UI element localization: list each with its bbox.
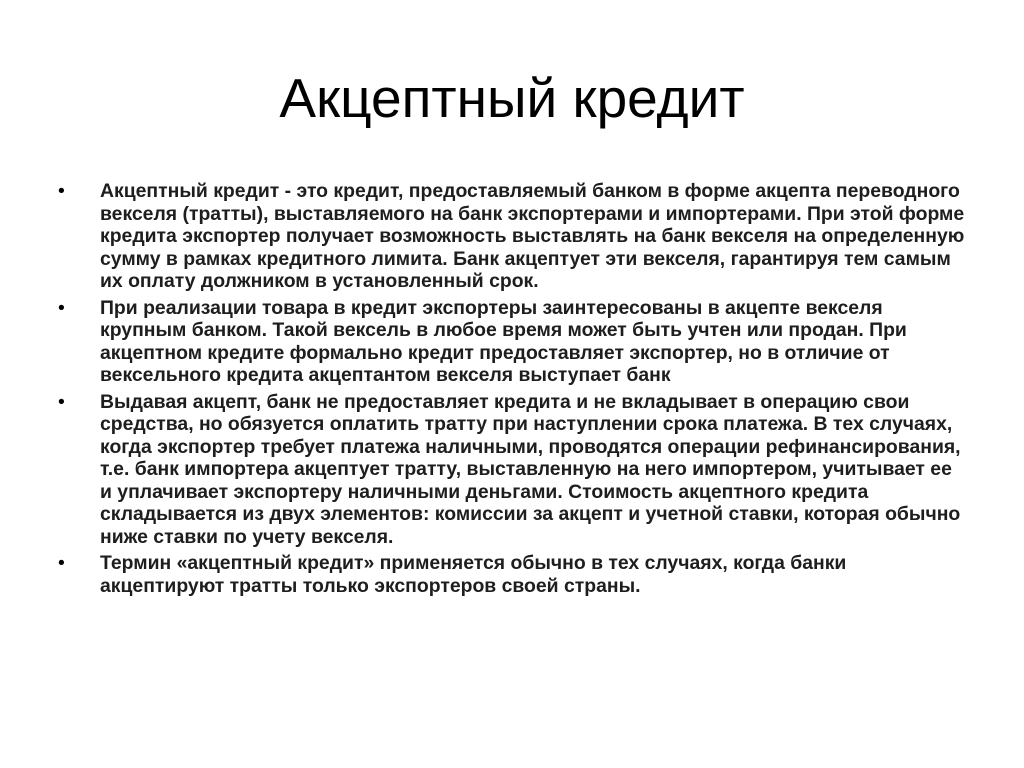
bullet-marker-icon: • bbox=[58, 296, 65, 319]
bullet-text: При реализации товара в кредит экспортеры заинтересованы в акцепте векселя крупным банком. Такой вексель в любое время может быть учтен или продан. При акцептном кредите формально кредит предоставляет экспортер, но в отличие от вексельного кредита акцептантом векселя выступает банк bbox=[100, 296, 907, 386]
slide-title: Акцептный кредит bbox=[279, 67, 745, 129]
bullet-text: Акцептный кредит - это кредит, предоставляемый банком в форме акцепта переводного векселя (тратты), выставляемого на банк экспортерами и импортерами. При этой форме кредита экспортер получает возможность выставлять на банк векселя на определенную сумму в рамках кредитного лимита. Банк акцептует эти векселя, гарантируя тем самым их оплату должником в установленный срок. bbox=[100, 180, 965, 292]
bullet-marker-icon: • bbox=[58, 180, 65, 202]
bullet-marker-icon: • bbox=[58, 390, 65, 413]
bullet-marker-icon: • bbox=[58, 552, 65, 574]
bullet-text: Термин «акцептный кредит» применяется обычно в тех случаях, когда банки акцептируют тратты только экспортеров своей страны. bbox=[100, 552, 847, 597]
bullet-item-1 bbox=[58, 180, 968, 293]
bullet-item-3 bbox=[58, 391, 968, 549]
bullet-list bbox=[58, 180, 968, 601]
bullet-item-2 bbox=[58, 297, 968, 387]
bullet-item-4 bbox=[58, 552, 968, 597]
bullet-text: Выдавая акцепт, банк не предоставляет кредита и не вкладывает в операцию свои средства, но обязуется оплатить тратту при наступлении срока платежа. В тех случаях, когда экспортер требует платежа наличными, проводятся операции рефинансирования, т.е. банк импортера акцептует тратту, выставленную на него импортером, учитывает ее и уплачивает экспортеру наличными деньгами. Стоимость акцептного кредита складывается из двух элементов: комиссии за акцепт и учетной ставки, которая обычно ниже ставки по учету векселя. bbox=[100, 390, 961, 548]
